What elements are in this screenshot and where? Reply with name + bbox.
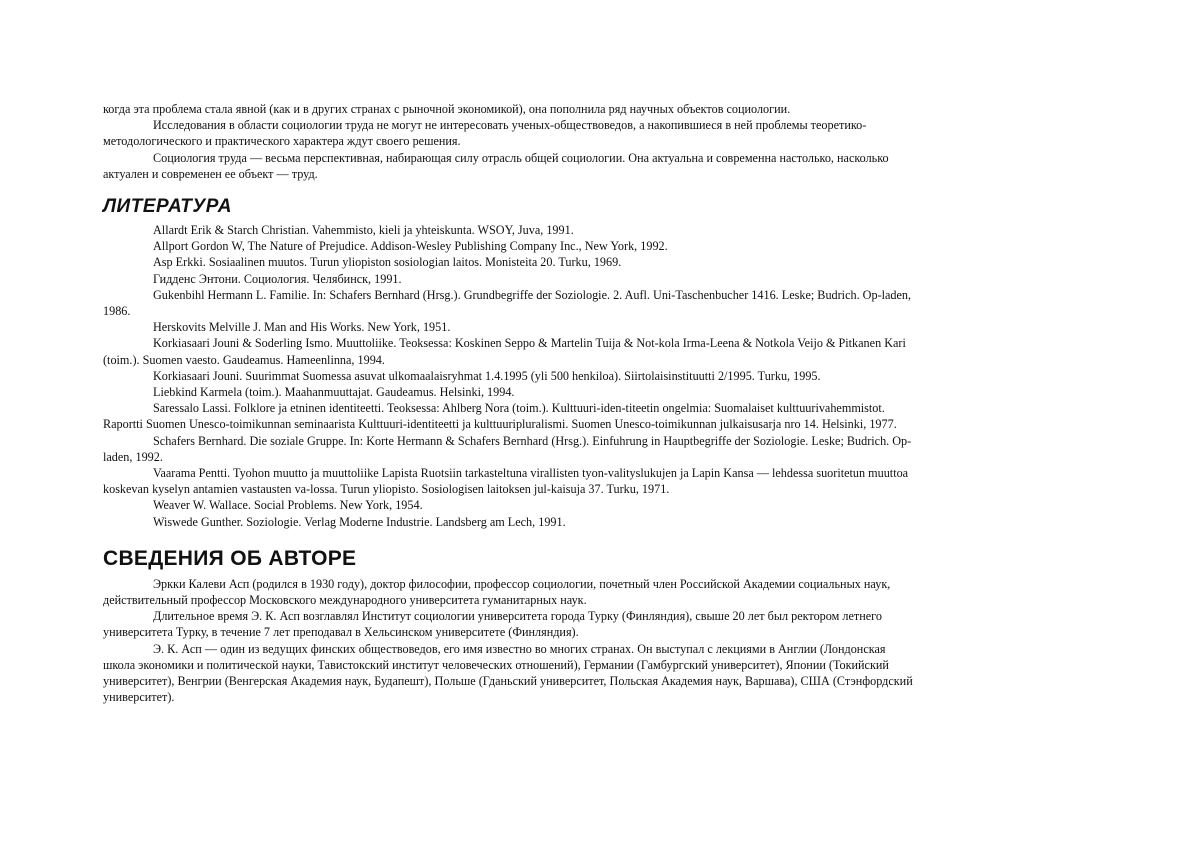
reference-item: Allardt Erik & Starch Christian. Vahemmisto, kieli ja yhteiskunta. WSOY, Juva, 1991. xyxy=(153,223,574,238)
author-paragraph: Эркки Калеви Асп (родился в 1930 году), доктор философии, профессор социологии, почетный член Российской Академии социальных наук, действительный профессор Московского международного университета гуманитарных наук. xyxy=(103,576,891,608)
reference-item: Vaarama Pentti. Tyohon muutto ja muuttoliike Lapista Ruotsiin tarkasteltuna virallisten tyon-valityslukujen ja Lapin Kansa — lehdessa suoritetun muuttoa koskevan kyselyn antamien vastausten va-lossa. Turun yliopisto. Sosiologisen laitoksen jul-kaisuja 37. Turku, 1971. xyxy=(103,466,909,497)
author-heading: СВЕДЕНИЯ ОБ АВТОРЕ xyxy=(103,546,357,570)
author-paragraph: Э. К. Асп — один из ведущих финских обществоведов, его имя известно во многих странах. Он выступал с лекциями в Англии (Лондонская школа экономики и политической науки, Тавистокский институт человеческих отношений), Германии (Гамбургский университет), Японии (Токийский университет), Венгрии (Венгерская Академия наук, Будапешт), Польше (Гданьский университет, Польская Академия наук, Варшава), США (Стэнфордский университет). xyxy=(103,641,913,705)
reference-item: Asp Erkki. Sosiaalinen muutos. Turun yliopiston sosiologian laitos. Monisteita 20. Turku, 1969. xyxy=(153,255,622,270)
reference-item: Korkiasaari Jouni. Suurimmat Suomessa asuvat ulkomaalaisryhmat 1.4.1995 (yli 500 henkiloa). Siirtolaisinstituutti 2/1995. Turku, 1995. xyxy=(153,368,821,383)
intro-paragraph: когда эта проблема стала явной (как и в других странах с рыночной экономикой), она пополнила ряд научных объектов социологии. xyxy=(103,102,791,116)
reference-item: Гидденс Энтони. Социология. Челябинск, 1991. xyxy=(153,271,402,286)
intro-paragraph: Социология труда — весьма перспективная, набирающая силу отрасль общей социологии. Она актуальна и современна настолько, насколько актуален и современен ее объект — труд. xyxy=(103,150,889,181)
reference-item: Liebkind Karmela (toim.). Maahanmuuttajat. Gaudeamus. Helsinki, 1994. xyxy=(153,385,515,400)
reference-item: Weaver W. Wallace. Social Problems. New York, 1954. xyxy=(153,498,423,513)
reference-item: Gukenbihl Hermann L. Familie. In: Schafers Bernhard (Hrsg.). Grundbegriffe der Soziologie. 2. Aufl. Uni-Taschenbucher 1416. Leske; Budrich. Op-laden, 1986. xyxy=(103,287,912,319)
reference-item: Wiswede Gunther. Soziologie. Verlag Moderne Industrie. Landsberg am Lech, 1991. xyxy=(153,514,566,529)
author-paragraph: Длительное время Э. К. Асп возглавлял Институт социологии университета города Турку (Финляндия), свыше 20 лет был ректором летнего университета Турку, в течение 7 лет преподавал в Хельсинском университете (Финляндия). xyxy=(103,609,882,640)
document-page xyxy=(103,101,913,706)
reference-item: Allport Gordon W, The Nature of Prejudice. Addison-Wesley Publishing Company Inc., New York, 1992. xyxy=(153,239,668,254)
reference-item: Herskovits Melville J. Man and His Works. New York, 1951. xyxy=(153,320,451,335)
intro-paragraph: Исследования в области социологии труда не могут не интересовать ученых-обществоведов, а накопившиеся в ней проблемы теоретико-методологического и практического характера ждут своего решения. xyxy=(103,118,867,149)
literature-heading: ЛИТЕРАТУРА xyxy=(103,196,232,218)
reference-item: Saressalo Lassi. Folklore ja etninen identiteetti. Teoksessa: Ahlberg Nora (toim.). Kulttuuri-iden-titeetin ongelmia: Suomalaiset kulttuurivahemmistot. Raportti Suomen Unesco-toimikunnan seminaarista Kulttuuri-identiteetti ja kulttuuripluralismi. Suomen Unesco-toimikunnan julkaisusarja nro 14. Helsinki, 1977. xyxy=(103,401,897,432)
reference-item: Schafers Bernhard. Die soziale Gruppe. In: Korte Hermann & Schafers Bernhard (Hrsg.). Einfuhrung in Hauptbegriffe der Soziologie. Leske; Budrich. Op-laden, 1992. xyxy=(103,433,912,464)
reference-item: Korkiasaari Jouni & Soderling Ismo. Muuttoliike. Teoksessa: Koskinen Seppo & Martelin Tuija & Not-kola Irma-Leena & Notkola Veijo & Pitkanen Kari (toim.). Suomen vaesto. Gaudeamus. Hameenlinna, 1994. xyxy=(103,336,906,367)
